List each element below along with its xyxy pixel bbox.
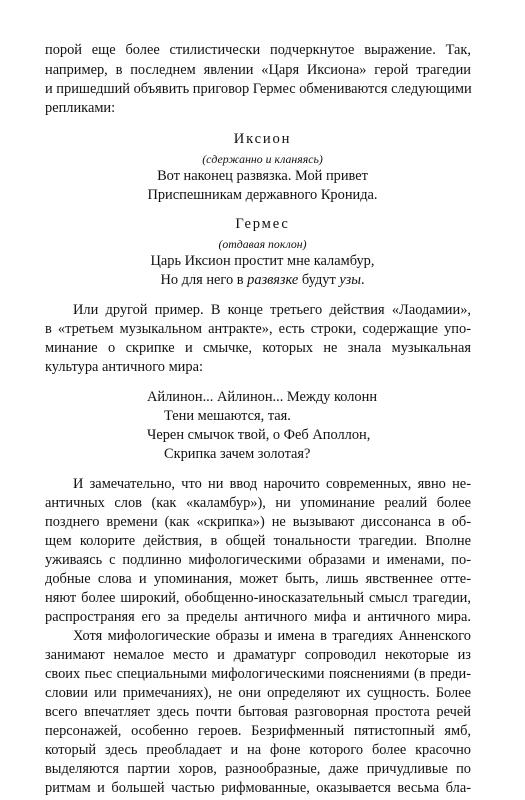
paragraph-line: всего впечатляет здесь почти бытовая разговорная простота речей — [45, 704, 471, 720]
paragraph-line: Хотя мифологические образы и имена в трагедиях Анненского — [73, 628, 471, 644]
verse-line: Скрипка зачем золотая? — [164, 446, 311, 462]
paragraph-line: И замечательно, что ни ввод нарочито современных, явно не- — [73, 476, 471, 492]
paragraph-line: занимают немалое место и драматург сопроводил некоторые из — [45, 647, 471, 663]
paragraph-line: уживаясь с подлинно мифологическими образами и именами, по- — [45, 552, 471, 568]
ixion-line: Вот наконец развязка. Мой привет — [157, 168, 368, 184]
paragraph-line: словии или примечаниях), не они определяют их сущность. Более — [45, 685, 471, 701]
verse-line: Черен смычок твой, о Феб Аполлон, — [147, 427, 371, 443]
intro-line: и пришедший объявить приговор Гермес обмениваются следующими — [45, 81, 472, 97]
intro-line: репликами: — [45, 100, 116, 116]
paragraph-line: позднего времени (как «скрипка») не вызывают диссонанса в об- — [45, 514, 471, 530]
paragraph-line: персонажей, особенно героев. Безрифменный пятистопный ямб, — [45, 723, 471, 739]
hermes-line: Царь Иксион простит мне каламбур, — [150, 253, 375, 269]
speaker-ixion: Иксион — [233, 131, 292, 147]
paragraph-line: выделяются партии хоров, разнообразные, даже причудливые по — [45, 761, 471, 777]
paragraph-line: культура античного мира: — [45, 359, 203, 375]
paragraph-line: щем колорите действия, в общей тональности трагедии. Вполне — [45, 533, 471, 549]
paragraph-line: который здесь преобладает и на фоне которого более красочно — [45, 742, 471, 758]
hermes-line-emphasis: развязке — [247, 272, 299, 288]
speaker-hermes: Гермес — [235, 216, 290, 232]
paragraph-line: ритмам и большей частью рифмованные, оказывается весьма бла- — [45, 780, 471, 796]
hermes-line-text: . — [360, 272, 365, 288]
stage-direction-hermes: (отдавая поклон) — [218, 237, 307, 251]
verse-line: Айлинон... Айлинон... Между колонн — [147, 389, 378, 405]
paragraph-line: Или другой пример. В конце третьего действия «Лаодамии», — [73, 302, 471, 318]
paragraph-line: няют более широкий, обобщенно-иносказательный смысл трагедии, — [45, 590, 471, 606]
paragraph-line: минание о скрипке и смычке, которых не знала музыкальная — [45, 340, 471, 356]
ixion-line: Приспешникам державного Кронида. — [147, 187, 378, 203]
intro-line: порой еще более стилистически подчеркнутое выражение. Так, — [45, 42, 471, 58]
paragraph-line: своих пьес специальными мифологическими пояснениями (в преди- — [45, 666, 471, 682]
verse-line: Тени мешаются, тая. — [164, 408, 291, 424]
hermes-line-text: будут — [298, 272, 340, 288]
paragraph-line: в «третьем музыкальном антракте», есть строки, содержащие упо- — [45, 321, 471, 337]
stage-direction-ixion: (сдержанно и кланяясь) — [202, 152, 323, 166]
intro-line: например, в последнем явлении «Царя Иксиона» герой трагедии — [45, 62, 471, 78]
hermes-line — [0, 272, 525, 289]
hermes-line-text: Но для него в — [160, 272, 248, 288]
hermes-line-emphasis: узы — [339, 272, 361, 288]
paragraph-line: античных слов (как «каламбур»), ни упоминание реалий более — [45, 495, 471, 511]
paragraph-line: добные слова и упоминания, может быть, лишь явственнее отте- — [45, 571, 471, 587]
paragraph-line: распространяя его за пределы античного мифа и античного мира. — [45, 609, 471, 625]
